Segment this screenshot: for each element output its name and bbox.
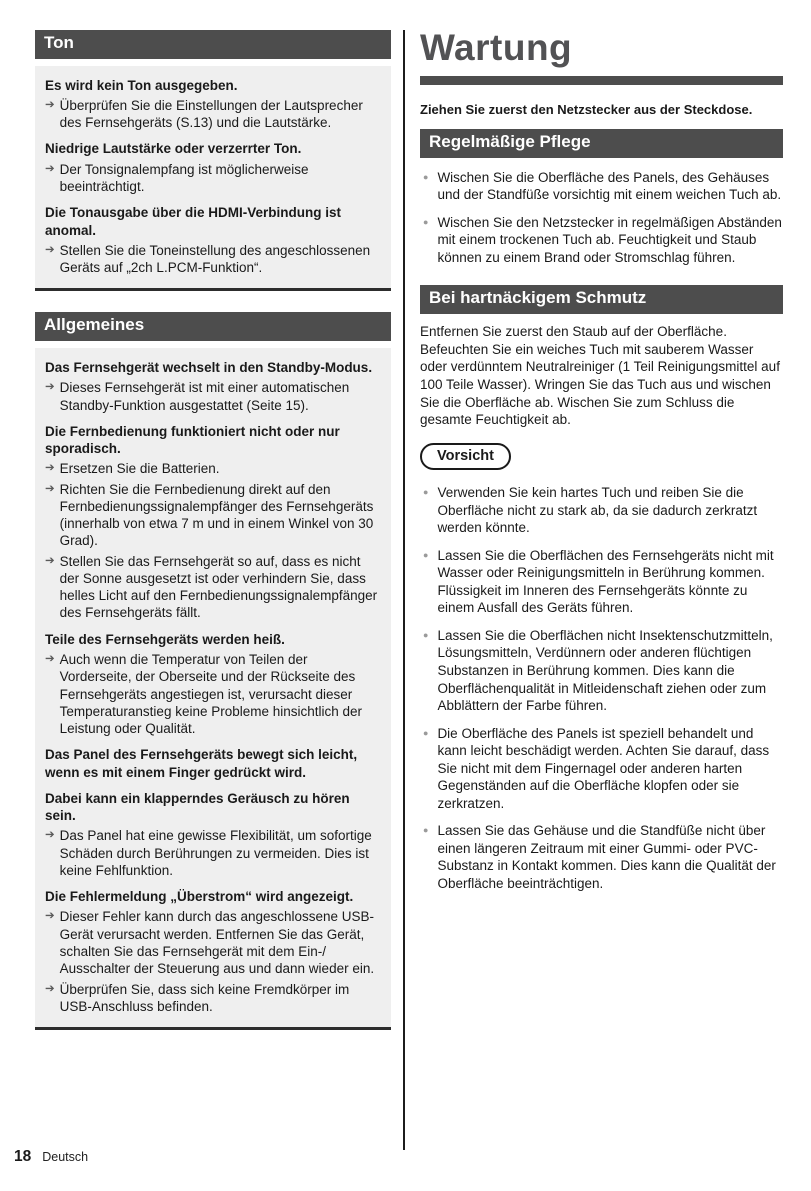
bullet-icon: ● [423,549,429,560]
solution-text: Überprüfen Sie, dass sich keine Fremdkörper im USB-Anschluss befinden. [59,981,350,1014]
solution-text: Stellen Sie die Toneinstellung des angeschlossenen Geräts auf „2ch L.PCM-Funktion“. [59,242,371,276]
problem-heading: Das Panel des Fernsehgeräts bewegt sich leicht, wenn es mit einem Finger gedrückt wird. [45,747,358,780]
solution-row [45,460,381,477]
section-header-ton: Ton [35,30,391,59]
solution-row [45,379,381,414]
unplug-notice: Ziehen Sie zuerst den Netzstecker aus der Steckdose. [420,101,753,117]
arrow-icon: ➔ [45,554,55,567]
arrow-icon: ➔ [45,98,55,111]
solution-text: Auch wenn die Temperatur von Teilen der Vorderseite, der Oberseite und der Rückseite des Fernsehgeräts angestiegen ist, verursacht dieser Temperaturanstieg keine Probleme hinsichtlich der Leistung oder Qualität. [59,652,363,737]
solution-row [45,97,381,132]
problem-heading: Teile des Fernsehgeräts werden heiß. [45,631,285,647]
bullet-item [420,214,783,267]
arrow-icon: ➔ [45,462,55,475]
bullet-icon: ● [423,727,429,738]
arrow-icon: ➔ [45,243,55,256]
arrow-icon: ➔ [45,162,55,175]
arrow-icon: ➔ [45,653,55,666]
solution-text: Überprüfen Sie die Einstellungen der Lautsprecher des Fernsehgeräts (S.13) und die Lautstärke. [59,97,363,131]
problem-heading: Es wird kein Ton ausgegeben. [45,77,238,93]
solution-text: Das Panel hat eine gewisse Flexibilität, um sofortige Schäden durch Berührungen zu vermeiden. Dies ist keine Fehlfunktion. [59,828,372,878]
caution-badge: Vorsicht [420,443,511,470]
problem-heading: Das Fernsehgerät wechselt in den Standby-Modus. [45,360,373,376]
solution-text: Stellen Sie das Fernsehgerät so auf, dass es nicht der Sonne ausgesetzt ist oder verhindern Sie, dass helles Licht auf den Fernbedienungssignalempfänger des Fernsehgeräts fällt. [59,553,378,621]
bullet-item [420,822,783,892]
problem-heading: Dabei kann ein klapperndes Geräusch zu hören sein. [45,790,350,824]
bullet-text: Lassen Sie die Oberflächen nicht Insektenschutzmitteln, Lösungsmitteln, Verdünnern oder anderen flüchtigen Substanzen in Berührung kommen. Dies kann die Oberflächenqualität in Mitleidenschaft ziehen oder zum Abblättern der Farbe führen. [437,627,773,714]
page-number: 18 [14,1148,32,1165]
schmutz-paragraph: Entfernen Sie zuerst den Staub auf der Oberfläche. Befeuchten Sie ein weiches Tuch mit sauberem Wasser oder verdünntem Neutralreiniger (1 Teil Reinigungsmittel auf 100 Teile Wasser). Wringen Sie das Tuch aus und wischen Sie die Oberfläche ab. Wischen Sie zum Schluss die gesamte Feuchtigkeit ab. [420,324,780,428]
solution-text: Ersetzen Sie die Batterien. [59,461,220,477]
problem-heading: Die Fernbedienung funktioniert nicht oder nur sporadisch. [45,423,340,457]
solution-row [45,242,381,277]
section-header-schmutz: Bei hartnäckigem Schmutz [420,285,783,314]
solution-row [45,981,381,1016]
bullet-icon: ● [423,216,429,227]
arrow-icon: ➔ [45,910,55,923]
bullet-icon: ● [423,825,429,836]
section-header-pflege: Regelmäßige Pflege [420,129,783,158]
section-gap [420,276,783,285]
title-underline-bar [420,76,783,85]
bullet-item [420,725,783,813]
bullet-item [420,627,783,715]
bullet-text: Lassen Sie die Oberflächen des Fernsehgeräts nicht mit Wasser oder Reinigungsmitteln in Berührung kommen. Flüssigkeit im Inneren des Fernsehgeräts könnte zu einem Ausfall des Geräts führen. [437,547,774,616]
solution-text: Dieses Fernsehgerät ist mit einer automatischen Standby-Funktion ausgestattet (Seite 15). [59,380,350,413]
page-title: Wartung [420,27,573,68]
problem-heading: Die Fehlermeldung „Überstrom“ wird angezeigt. [45,889,354,905]
bullet-icon: ● [423,171,429,182]
bullet-item [420,484,783,537]
solution-text: Der Tonsignalempfang ist möglicherweise beeinträchtigt. [59,161,309,195]
problem-heading: Die Tonausgabe über die HDMI-Verbindung ist anomal. [45,205,342,238]
solution-row [45,908,381,977]
bullet-icon: ● [423,487,429,498]
bullet-text: Wischen Sie die Oberfläche des Panels, des Gehäuses und der Standfüße vorsichtig mit einem weichen Tuch ab. [437,169,782,203]
bullet-icon: ● [423,629,429,640]
solution-row [45,553,381,622]
maintenance-column [420,28,783,903]
bullet-item [420,547,783,617]
section-header-allgemeines: Allgemeines [35,312,391,341]
arrow-icon: ➔ [45,482,55,495]
trouble-box-ton [35,66,391,292]
bullet-text: Verwenden Sie kein hartes Tuch und reiben Sie die Oberfläche nicht zu stark ab, da sie dadurch zerkratzt werden könnte. [437,485,758,536]
problem-heading: Niedrige Lautstärke oder verzerrter Ton. [45,141,302,157]
bullet-text: Wischen Sie den Netzstecker in regelmäßigen Abständen mit einem trockenen Tuch ab. Feuchtigkeit und Staub können zu einem Brand oder Stromschlag führen. [437,214,782,265]
arrow-icon: ➔ [45,982,55,995]
solution-row [45,827,381,879]
solution-row [45,161,381,196]
bullet-item [420,169,783,204]
solution-text: Dieser Fehler kann durch das angeschlossene USB-Gerät verursacht werden. Entfernen Sie das Gerät, schalten Sie das Fernsehgerät mit dem Ein-/ Ausschalter der Steuerung aus und dann wieder ein. [59,909,375,977]
bullet-text: Lassen Sie das Gehäuse und die Standfüße nicht über einen längeren Zeitraum mit einer Gummi- oder PVC-Substanz in Kontakt kommen. Dies kann die Qualität der Oberfläche beeinträchtigen. [437,823,776,892]
arrow-icon: ➔ [45,381,55,394]
solution-row [45,481,381,550]
solution-text: Richten Sie die Fernbedienung direkt auf den Fernbedienungssignalempfänger des Fernsehgeräts (innerhalb von etwa 7 m und in einem Winkel von 30 Grad). [59,481,374,549]
troubleshooting-column [35,30,391,1051]
column-divider [403,30,405,1150]
pflege-bullet-list [420,169,783,267]
schmutz-bullet-list [420,484,783,892]
solution-row [45,651,381,737]
bullet-text: Die Oberfläche des Panels ist speziell behandelt und kann leicht beschädigt werden. Achten Sie darauf, dass Sie nicht mit dem Fingernagel oder anderen harten Gegenständen auf die Oberfläche klopfen oder sie zerkratzen. [437,725,770,811]
footer-language-label: Deutsch [42,1150,89,1164]
trouble-box-allgemeines [35,348,391,1030]
page-footer [14,1148,88,1166]
arrow-icon: ➔ [45,829,55,842]
